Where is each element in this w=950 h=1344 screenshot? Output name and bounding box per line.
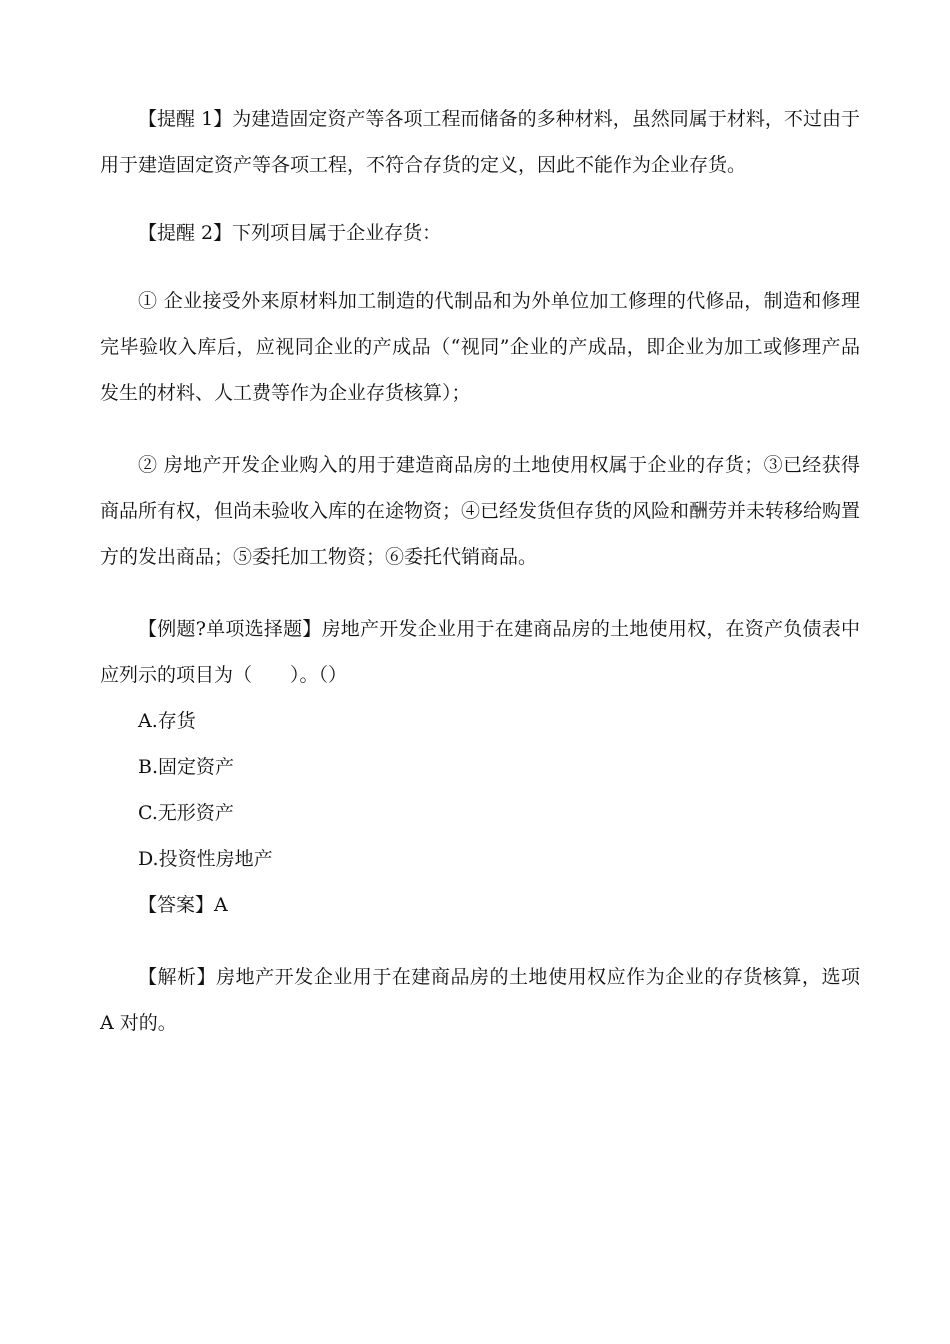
option-b: B.固定资产 (138, 756, 235, 778)
option-c: C.无形资产 (138, 802, 234, 824)
reminder-2-paragraph: 【提醒 2】下列项目属于企业存货： (138, 222, 442, 244)
analysis-paragraph: 【解析】房地产开发企业用于在建商品房的土地使用权应作为企业的存货核算，选项 A 对的。 (100, 966, 860, 1034)
inventory-item-1-paragraph: ① 企业接受外来原材料加工制造的代制品和为外单位加工修理的代修品，制造和修理完毕验收入库后，应视同企业的产成品（“视同”企业的产成品，即企业为加工或修理产品发生的材料、人工费等作为企业存货核算）； (100, 290, 860, 404)
inventory-items-2-6-paragraph: ② 房地产开发企业购入的用于建造商品房的土地使用权属于企业的存货；③已经获得商品所有权，但尚未验收入库的在途物资；④已经发货但存货的风险和酬劳并未转移给购置方的发出商品；⑤委托加工物资；⑥委托代销商品。 (100, 454, 861, 568)
document-page (100, 96, 860, 1046)
reminder-1-paragraph: 【提醒 1】为建造固定资产等各项工程而储备的多种材料，虽然同属于材料，不过由于用于建造固定资产等各项工程，不符合存货的定义，因此不能作为企业存货。 (100, 108, 860, 176)
example-question: 【例题?单项选择题】房地产开发企业用于在建商品房的土地使用权，在资产负债表中应列示的项目为（ ）。（） (100, 618, 860, 686)
answer-line: 【答案】A (138, 894, 228, 916)
option-a: A.存货 (138, 710, 196, 732)
option-d: D.投资性房地产 (138, 848, 273, 870)
